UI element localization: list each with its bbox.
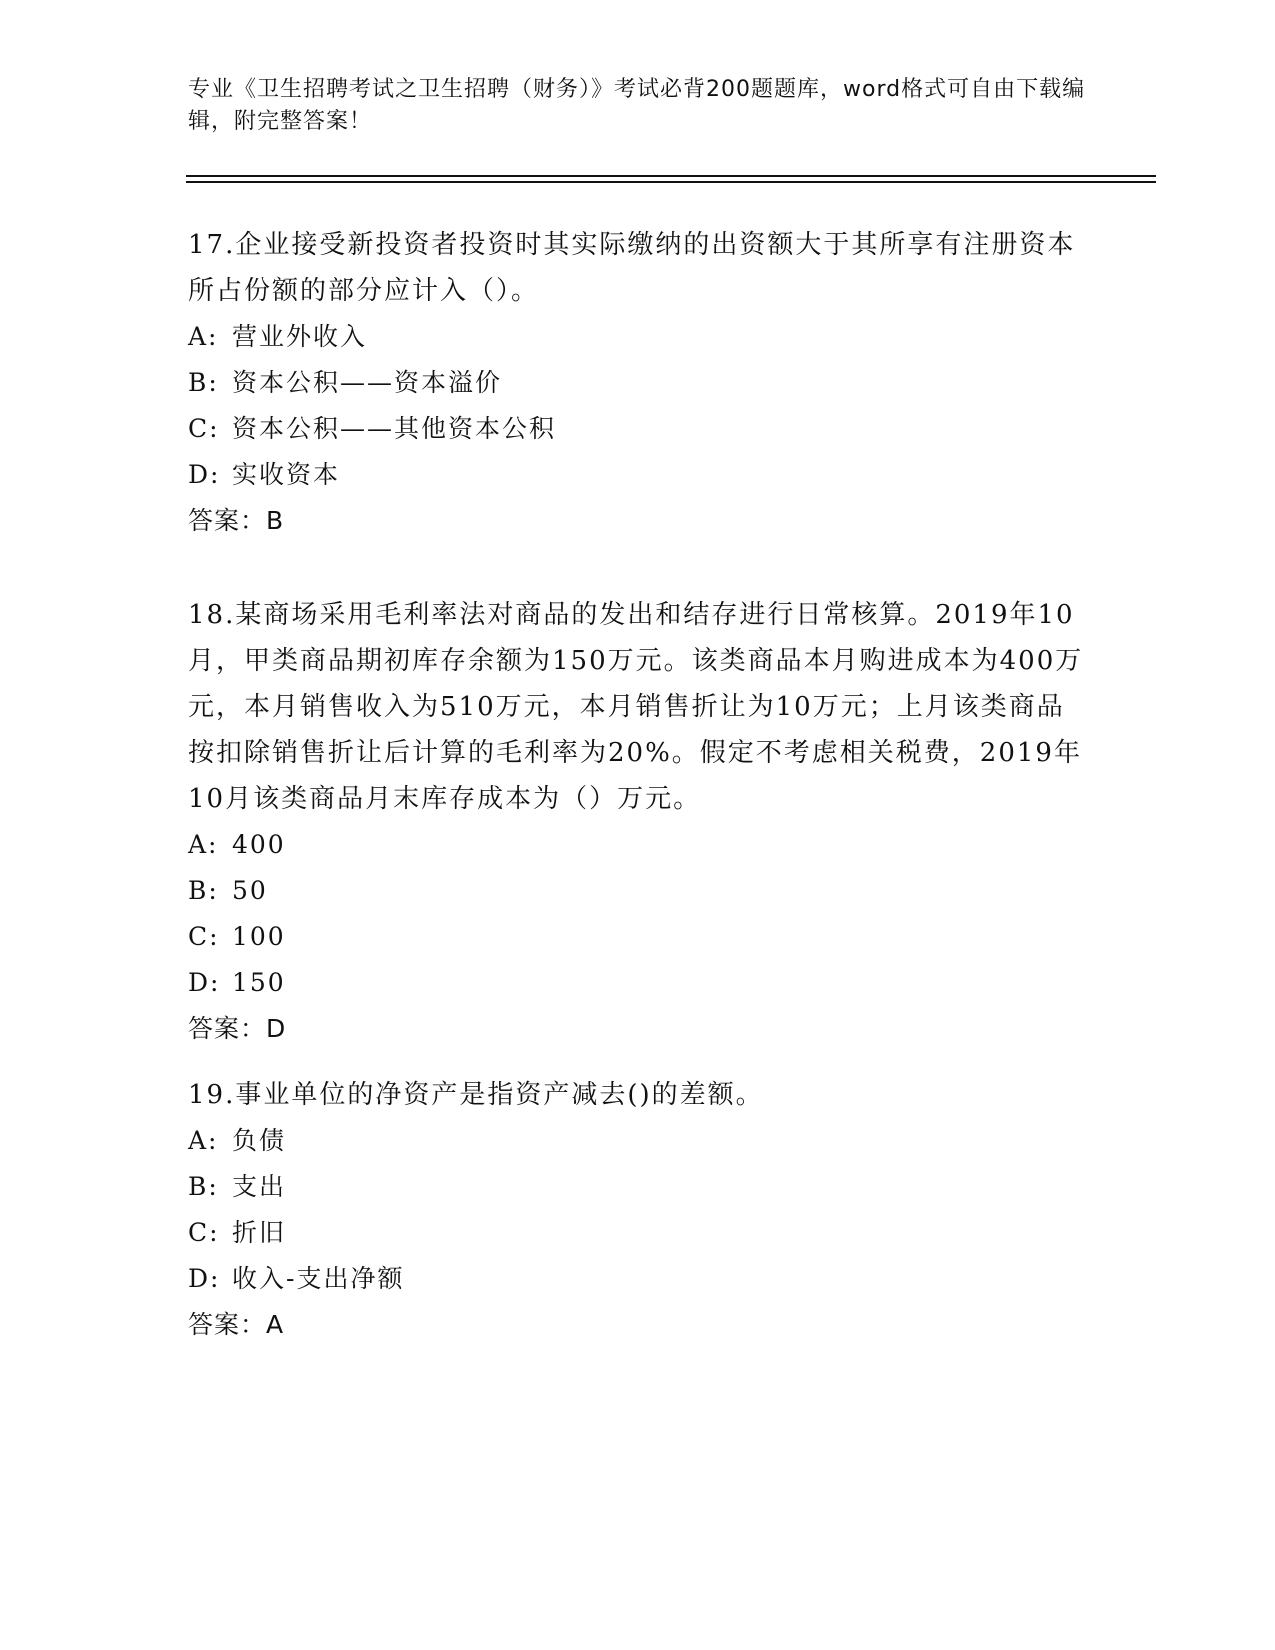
header-divider-bottom <box>186 181 1156 183</box>
option-text: 收入-支出净额 <box>232 1264 405 1293</box>
option-key: C: <box>188 1218 220 1247</box>
answer-label: 答案：D <box>188 1014 287 1043</box>
option-b <box>188 360 1088 406</box>
header-divider-top <box>186 175 1156 177</box>
option-list <box>188 822 1088 1006</box>
option-text: 400 <box>232 830 286 859</box>
option-b <box>188 868 1088 914</box>
option-d <box>188 1256 1088 1302</box>
option-c <box>188 1210 1088 1256</box>
option-key: D: <box>188 1264 221 1293</box>
option-d <box>188 452 1088 498</box>
option-c <box>188 914 1088 960</box>
question-stem: 17.企业接受新投资者投资时其实际缴纳的出资额大于其所享有注册资本所占份额的部分应计入（）。 <box>188 230 1076 306</box>
option-text: 支出 <box>232 1172 287 1201</box>
question-18 <box>188 592 1088 1052</box>
option-text: 100 <box>232 922 286 951</box>
question-19 <box>188 1072 1088 1348</box>
answer-label: 答案：A <box>188 1310 285 1339</box>
option-key: B: <box>188 876 219 905</box>
answer-label: 答案：B <box>188 506 285 535</box>
option-list <box>188 314 1088 498</box>
option-key: A: <box>188 322 219 351</box>
option-a <box>188 314 1088 360</box>
option-text: 折旧 <box>232 1218 287 1247</box>
option-text: 实收资本 <box>232 460 341 489</box>
option-key: A: <box>188 830 219 859</box>
option-key: C: <box>188 414 220 443</box>
option-list <box>188 1118 1088 1302</box>
option-text: 资本公积——其他资本公积 <box>232 414 557 443</box>
option-c <box>188 406 1088 452</box>
option-a <box>188 1118 1088 1164</box>
option-text: 50 <box>232 876 268 905</box>
question-stem: 18.某商场采用毛利率法对商品的发出和结存进行日常核算。2019年10月，甲类商品期初库存余额为150万元。该类商品本月购进成本为400万元，本月销售收入为510万元，本月销售折让为10万元；上月该类商品按扣除销售折让后计算的毛利率为20%。假定不考虑相关税费，2019年10月该类商品月末库存成本为（）万元。 <box>188 600 1084 814</box>
option-key: D: <box>188 460 221 489</box>
question-stem: 19.事业单位的净资产是指资产减去()的差额。 <box>188 1080 764 1110</box>
option-text: 营业外收入 <box>232 322 368 351</box>
option-key: D: <box>188 968 221 997</box>
option-text: 负债 <box>232 1126 287 1155</box>
document-header: 专业《卫生招聘考试之卫生招聘（财务）》考试必背200题题库，word格式可自由下载编辑，附完整答案！ <box>188 77 1086 134</box>
option-key: C: <box>188 922 220 951</box>
option-a <box>188 822 1088 868</box>
option-key: B: <box>188 368 219 397</box>
option-d <box>188 960 1088 1006</box>
option-text: 资本公积——资本溢价 <box>232 368 503 397</box>
option-text: 150 <box>232 968 286 997</box>
option-key: A: <box>188 1126 219 1155</box>
option-b <box>188 1164 1088 1210</box>
option-key: B: <box>188 1172 219 1201</box>
question-17 <box>188 222 1088 544</box>
